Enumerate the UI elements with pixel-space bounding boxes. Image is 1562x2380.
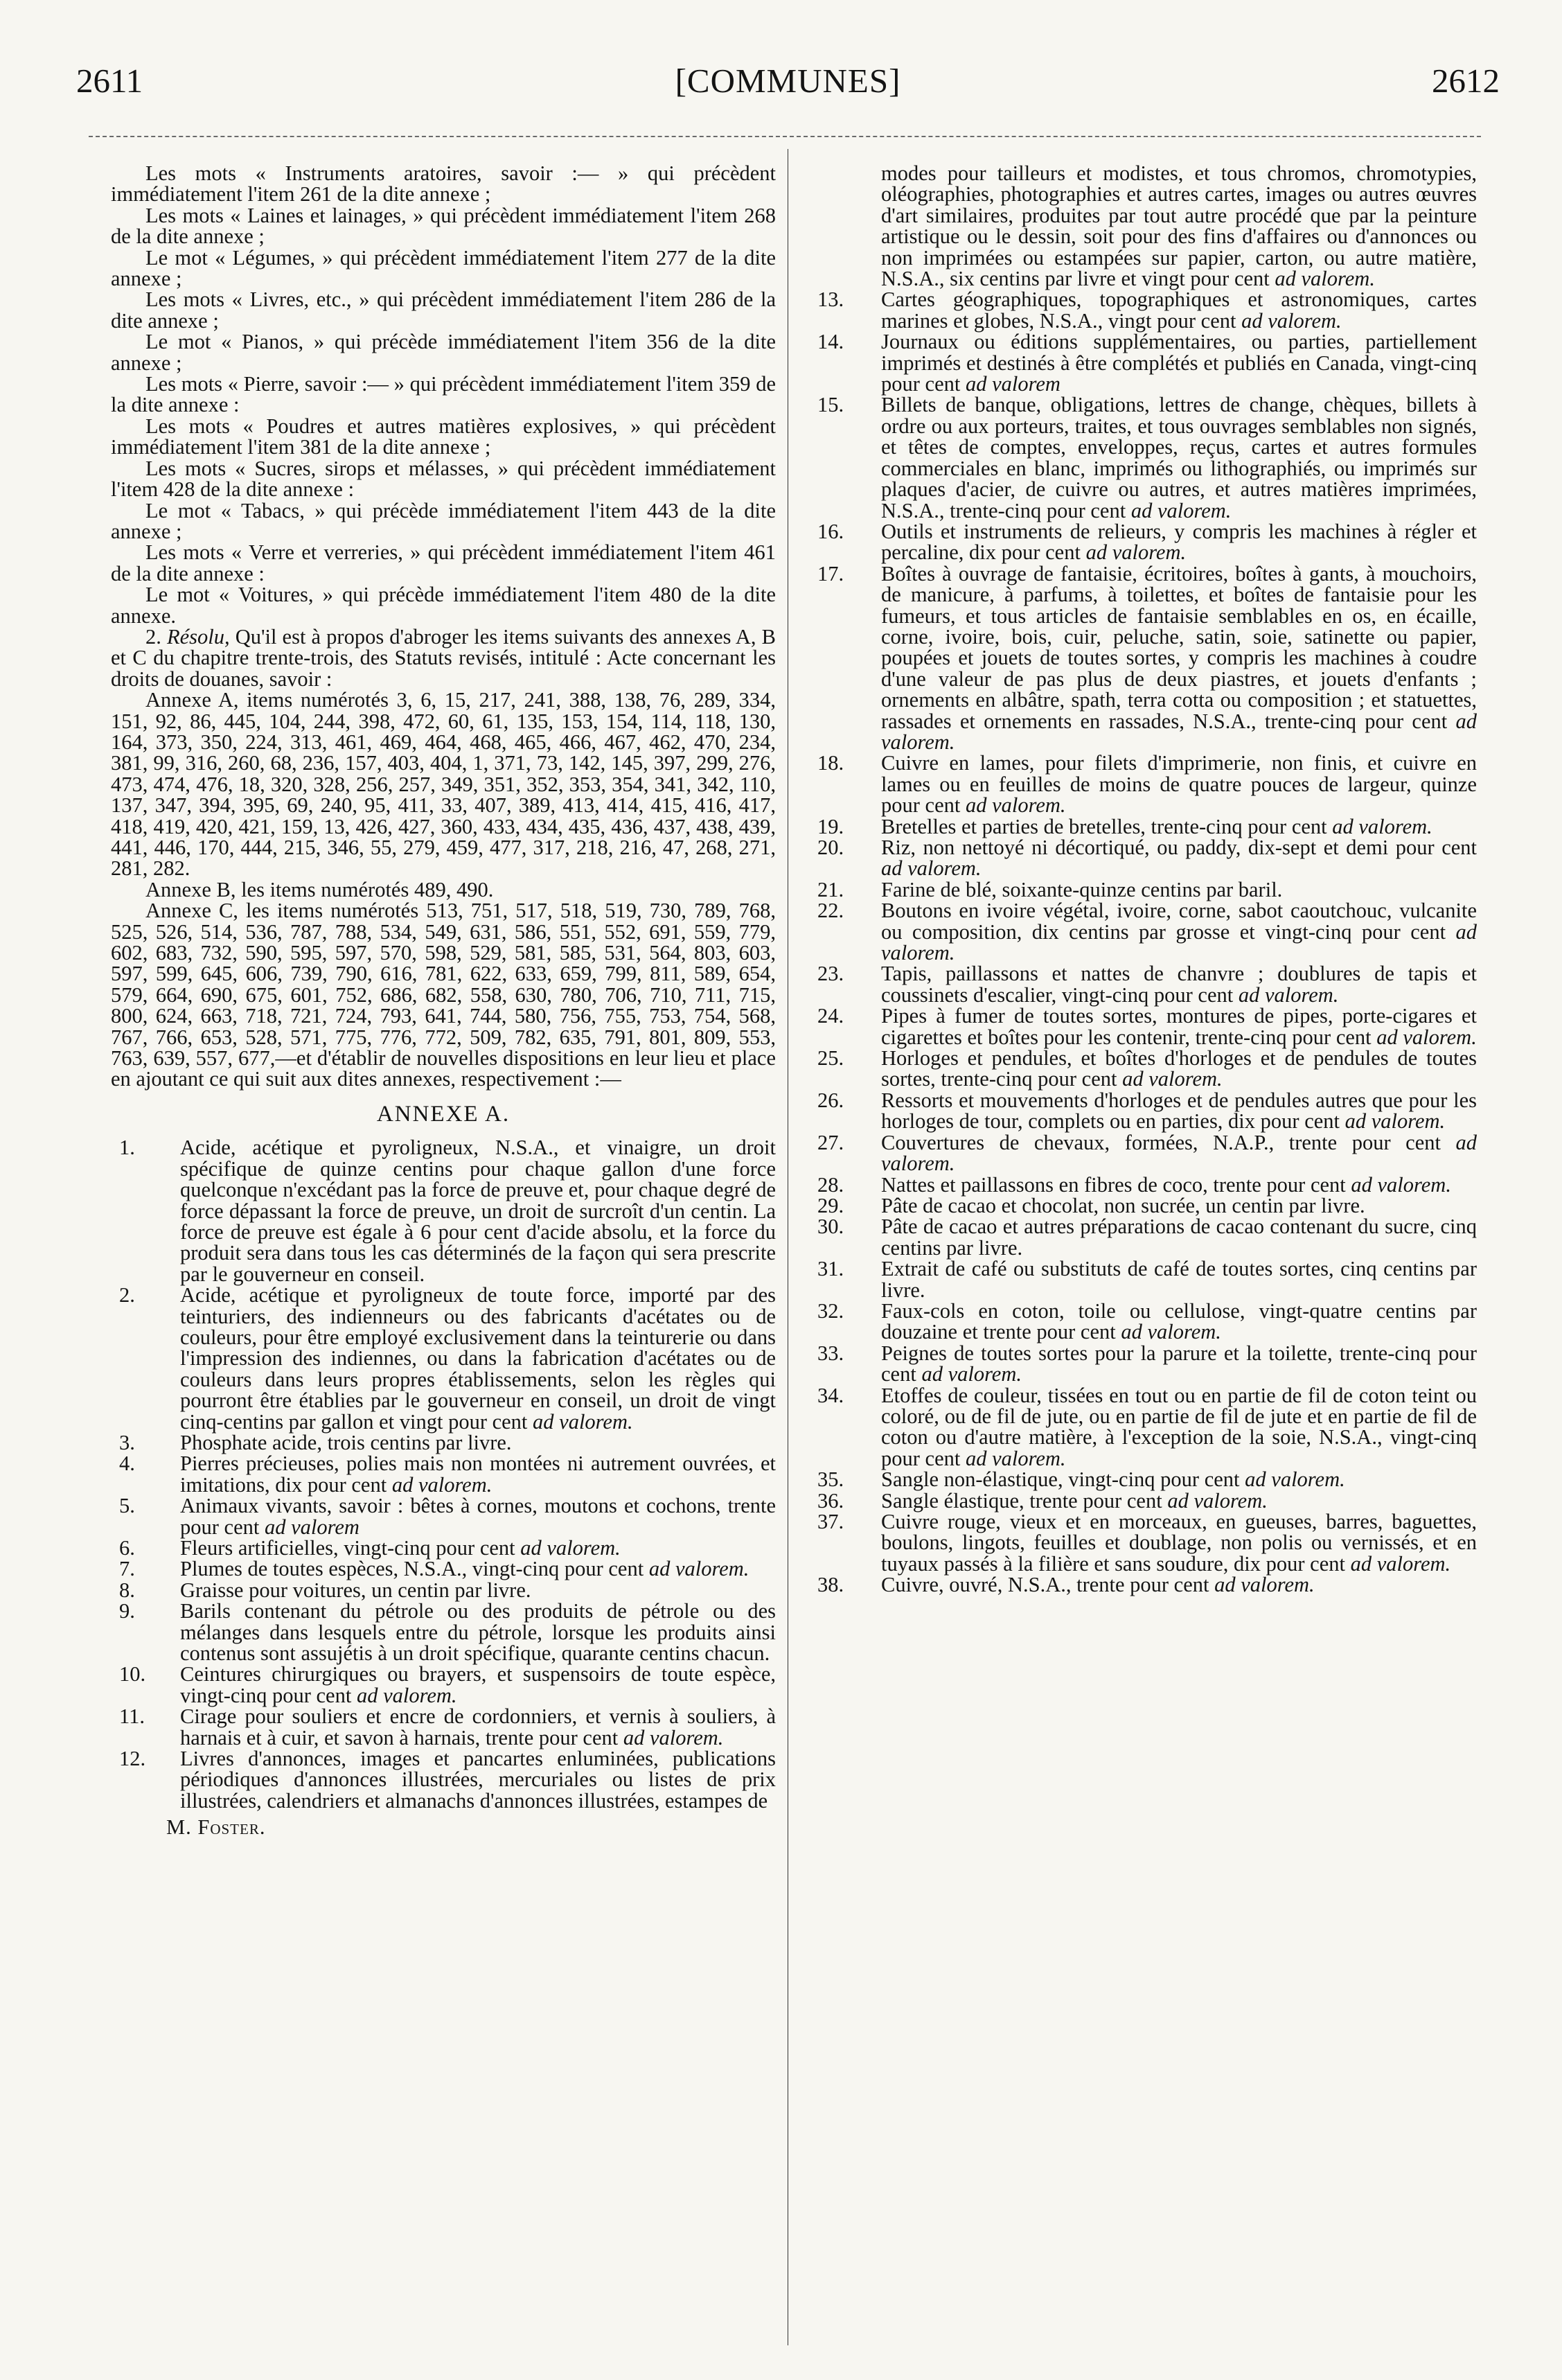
item-text: Peignes de toutes sortes pour la parure et la toilette, trente-cinq pour cent bbox=[881, 1341, 1477, 1386]
item-number: 21. bbox=[817, 877, 844, 901]
tariff-item bbox=[812, 1048, 1477, 1090]
item-number: 25. bbox=[817, 1046, 844, 1070]
intro-paragraph: Les mots « Livres, etc., » qui précèdent immédiatement l'item 286 de la dite annexe ; bbox=[111, 288, 776, 333]
tariff-item bbox=[812, 1258, 1477, 1301]
annex-heading: ANNEXE A. bbox=[376, 1101, 511, 1127]
tariff-item bbox=[812, 1490, 1477, 1511]
item-text: Etoffes de couleur, tissées en tout ou en partie de fil de coton teint ou coloré, ou de fil de jute, ou en partie de fil de jute et en partie de fil de coton ou d'autre matière, à l'exception de la soie, N.S.A., vingt-cinq pour cent bbox=[881, 1383, 1477, 1470]
tariff-item bbox=[812, 1469, 1477, 1490]
tariff-item bbox=[812, 394, 1477, 520]
item-text: Cirage pour souliers et encre de cordonniers, et vernis à souliers, à harnais et à cuir, et savon à harnais, trente pour cent bbox=[180, 1704, 776, 1749]
ad-valorem-term: ad valorem. bbox=[1214, 1573, 1315, 1597]
item-number: 6. bbox=[119, 1536, 135, 1560]
resolution-paragraph bbox=[111, 626, 776, 689]
item-number: 33. bbox=[817, 1341, 844, 1365]
intro-paragraphs bbox=[111, 163, 776, 626]
ad-valorem-term: ad valorem. bbox=[1350, 1551, 1451, 1576]
item-number: 26. bbox=[817, 1088, 844, 1112]
tariff-item bbox=[812, 816, 1477, 837]
item-number: 13. bbox=[817, 288, 844, 312]
item-text: Riz, non nettoyé ni décortiqué, ou paddy, dix-sept et demi pour cent bbox=[881, 836, 1477, 859]
item-text: Cuivre en lames, pour filets d'imprimerie, non finis, et cuivre en lames ou en feuilles de moins de quatre pouces de largeur, quinze pour cent bbox=[881, 751, 1477, 818]
ad-valorem-term: ad valorem. bbox=[881, 1130, 1477, 1176]
item-number: 2. bbox=[119, 1283, 135, 1307]
item-number: 23. bbox=[817, 962, 844, 986]
item-number: 9. bbox=[119, 1599, 135, 1623]
item-text: Outils et instruments de relieurs, y compris les machines à régler et percaline, dix pour cent bbox=[881, 519, 1477, 565]
intro-paragraph: Les mots « Poudres et autres matières explosives, » qui précèdent immédiatement l'item 381 de la dite annexe ; bbox=[111, 414, 776, 459]
ad-valorem-term: ad valorem. bbox=[1122, 1067, 1223, 1091]
item-number: 28. bbox=[817, 1172, 844, 1197]
item-text: Livres d'annonces, images et pancartes enluminées, publications périodiques d'annonces illustrées, mercuriales ou listes de prix illustrées, calendriers et almanachs d'annonces illustrées, estampes de bbox=[180, 1747, 776, 1813]
tariff-item bbox=[812, 521, 1477, 563]
intro-paragraph: Les mots « Laines et lainages, » qui précèdent immédiatement l'item 268 de la dite annexe ; bbox=[111, 203, 776, 249]
tariff-item bbox=[812, 1090, 1477, 1132]
header-rule bbox=[89, 136, 1481, 137]
ad-valorem-term: ad valorem. bbox=[623, 1725, 724, 1749]
tariff-item bbox=[812, 1174, 1477, 1195]
tariff-item bbox=[812, 1216, 1477, 1258]
left-column bbox=[111, 163, 776, 1838]
item-number: 24. bbox=[817, 1004, 844, 1028]
tariff-item bbox=[812, 900, 1477, 963]
resolution-number: 2. bbox=[145, 624, 161, 649]
ad-valorem-term: ad valorem. bbox=[881, 919, 1477, 965]
item-number: 37. bbox=[817, 1510, 844, 1533]
item-text: Ressorts et mouvements d'horloges et de pendules autres que pour les horloges de tour, complets ou en parties, dix pour cent bbox=[881, 1088, 1477, 1134]
tariff-item bbox=[812, 331, 1477, 394]
annex-list-paragraph: Annexe B, les items numérotés 489, 490. bbox=[145, 877, 494, 901]
tariff-item bbox=[812, 1574, 1477, 1595]
item-text: Journaux ou éditions supplémentaires, ou parties, partiellement imprimés et destinés à être complétés et publiés en Canada, vingt-cinq pour cent bbox=[881, 330, 1477, 396]
ad-valorem-term: ad valorem. bbox=[356, 1683, 457, 1707]
item-text: Graisse pour voitures, un centin par livre. bbox=[180, 1578, 531, 1602]
item-text: Ceintures chirurgiques ou brayers, et suspensoirs de toute espèce, vingt-cinq pour cent bbox=[180, 1662, 776, 1707]
item-text: Cartes géographiques, topographiques et astronomiques, cartes marines et globes, N.S.A., vingt pour cent bbox=[881, 288, 1477, 333]
intro-paragraph: Le mot « Légumes, » qui précèdent immédiatement l'item 277 de la dite annexe ; bbox=[111, 245, 776, 291]
item-number: 32. bbox=[817, 1298, 844, 1323]
ad-valorem-term: ad valorem. bbox=[965, 1446, 1066, 1470]
tariff-item bbox=[111, 1558, 776, 1579]
ad-valorem-term: ad valorem. bbox=[1344, 1109, 1446, 1134]
continuation-ad-valorem: ad valorem. bbox=[1275, 267, 1375, 291]
item-number: 10. bbox=[119, 1662, 146, 1686]
item-text: Nattes et paillassons en fibres de coco, trente pour cent bbox=[881, 1172, 1346, 1197]
ad-valorem-term: ad valorem. bbox=[1085, 540, 1187, 565]
tariff-item bbox=[812, 1195, 1477, 1216]
item-text: Boutons en ivoire végétal, ivoire, corne, sabot caoutchouc, vulcanite ou composition, dix centins par grosse et vingt-cinq pour cent bbox=[881, 899, 1477, 944]
item-number: 22. bbox=[817, 899, 844, 923]
left-tariff-items bbox=[111, 1137, 776, 1811]
running-title: [COMMUNES] bbox=[675, 62, 901, 100]
item-text: Cuivre, ouvré, N.S.A., trente pour cent bbox=[881, 1573, 1209, 1597]
item-number: 4. bbox=[119, 1452, 135, 1476]
ad-valorem-term: ad valorem. bbox=[1351, 1172, 1451, 1197]
item-text: Barils contenant du pétrole ou des produits de pétrole ou des mélanges dans lesquels entre du pétrole, lorsque les produits ainsi contenus sont assujétis à un droit spécifique, quarante centins chacun. bbox=[180, 1599, 776, 1666]
item-text: Pâte de cacao et autres préparations de cacao contenant du sucre, cinq centins par livre. bbox=[881, 1215, 1477, 1260]
tariff-item bbox=[111, 1580, 776, 1601]
tariff-item bbox=[812, 752, 1477, 816]
tariff-item bbox=[111, 1495, 776, 1537]
item-text: Fleurs artificielles, vingt-cinq pour cent bbox=[180, 1536, 515, 1560]
item-text: Billets de banque, obligations, lettres de change, chèques, billets à ordre ou aux porteurs, traites, et tous ouvrages semblables non signés, et têtes de comptes, enveloppes, reçus, cartes et autres formules commerciales en blanc, imprimés ou lithographiés, ou imprimés sur plaques d'acier, de cuivre ou autres, et autres matières imprimées, N.S.A., trente-cinq pour cent bbox=[881, 393, 1477, 522]
ad-valorem-term: ad valorem. bbox=[648, 1557, 749, 1581]
item-text: Bretelles et parties de bretelles, trente-cinq pour cent bbox=[881, 814, 1327, 838]
item-text: Cuivre rouge, vieux et en morceaux, en gueuses, barres, baguettes, boulons, lingots, feuilles et doublage, non polis ou vernissés, et en tuyaux passés à la filière et sans soudure, dix pour cent bbox=[881, 1510, 1477, 1576]
item-number: 31. bbox=[817, 1257, 844, 1281]
item-text: Tapis, paillassons et nattes de chanvre ; doublures de tapis et coussinets d'escalier, vingt-cinq pour cent bbox=[881, 962, 1477, 1007]
signature: M. Foster. bbox=[166, 1815, 266, 1840]
item-text: Extrait de café ou substituts de café de toutes sortes, cinq centins par livre. bbox=[881, 1257, 1477, 1302]
item-number: 7. bbox=[119, 1557, 135, 1581]
ad-valorem-term: ad valorem. bbox=[881, 856, 982, 881]
item-text: Sangle élastique, trente pour cent bbox=[881, 1488, 1162, 1513]
item-number: 5. bbox=[119, 1494, 135, 1518]
item-number: 36. bbox=[817, 1488, 844, 1513]
item-text: Farine de blé, soixante-quinze centins par baril. bbox=[881, 877, 1283, 901]
intro-paragraph: Le mot « Tabacs, » qui précède immédiatement l'item 443 de la dite annexe ; bbox=[111, 498, 776, 543]
ad-valorem-term: ad valorem. bbox=[921, 1362, 1022, 1386]
item-number: 3. bbox=[119, 1430, 135, 1454]
item-text: Pierres précieuses, polies mais non montées ni autrement ouvrées, et imitations, dix pour cent bbox=[180, 1452, 776, 1497]
right-column bbox=[812, 163, 1477, 1596]
annex-list-paragraph: Annexe C, les items numérotés 513, 751, 517, 518, 519, 730, 789, 768, 525, 526, 514, 536, 787, 788, 534, 549, 631, 586, 551, 552, 691, 559, 779, 602, 683, 732, 590, 595, 597, 570, 598, 529, 581, 585, 531, 564, 803, 603, 597, 599, 645, 606, 739, 790, 616, 781, 622, 633, 659, 799, 811, 589, 654, 579, 664, 690, 675, 601, 752, 686, 682, 558, 630, 780, 706, 710, 711, 715, 800, 624, 663, 718, 721, 724, 793, 641, 744, 580, 756, 755, 753, 754, 568, 767, 766, 653, 528, 571, 775, 776, 772, 509, 782, 635, 791, 801, 809, 553, 763, 639, 557, 677,—et d'établir de nouvelles dispositions en leur lieu et place en ajoutant ce qui suit aux dites annexes, respectivement :— bbox=[111, 899, 776, 1091]
item-text: Phosphate acide, trois centins par livre. bbox=[180, 1430, 512, 1454]
item-number: 34. bbox=[817, 1383, 844, 1407]
item-number: 29. bbox=[817, 1193, 844, 1217]
tariff-item bbox=[111, 1453, 776, 1495]
continuation-text: modes pour tailleurs et modistes, et tous chromos, chromotypies, oléographies, photographies et autres cartes, images ou autres œuvres d'art similaires, produites par tout autre procédé que par la peinture artistique ou le dessin, soit pour des fins d'affaires ou d'annonces ou non imprimées ou estampées sur papier, carton, ou autre matière, N.S.A., six centins par livre et vingt pour cent bbox=[881, 161, 1477, 291]
ad-valorem-term: ad valorem. bbox=[1332, 814, 1432, 838]
item-number: 12. bbox=[119, 1747, 146, 1771]
right-tariff-items bbox=[812, 289, 1477, 1595]
ad-valorem-term: ad valorem. bbox=[881, 709, 1477, 754]
item-number: 19. bbox=[817, 814, 844, 838]
item-number: 30. bbox=[817, 1215, 844, 1239]
item-text: Sangle non-élastique, vingt-cinq pour cent bbox=[881, 1467, 1240, 1492]
item-text: Horloges et pendules, et boîtes d'horloges et de pendules de toutes sortes, trente-cinq pour cent bbox=[881, 1046, 1477, 1091]
item-number: 15. bbox=[817, 393, 844, 417]
page-number-right: 2612 bbox=[1432, 62, 1500, 100]
tariff-item bbox=[111, 1137, 776, 1285]
annex-item-lists bbox=[111, 689, 776, 1090]
item-number: 17. bbox=[817, 561, 844, 585]
page-header bbox=[76, 61, 1500, 116]
tariff-item bbox=[812, 963, 1477, 1005]
ad-valorem-term: ad valorem. bbox=[391, 1472, 492, 1497]
item-text: Boîtes à ouvrage de fantaisie, écritoires, boîtes à gants, à mouchoirs, de manicure, à parfums, à toilettes, et boîtes de fantaisie pour les fumeurs, et tous articles de fantaisie semblables en os, en écaille, corne, ivoire, bois, cuir, peluche, satin, soie, satinette ou papier, poupées et jouets de toutes sortes, y compris les machines à coudre d'une valeur de pas plus de deux piastres, et jouets d'enfants ; ornements en albâtre, spath, terra cotta ou composition ; et statuettes, rassades et ornements en rassades, N.S.A., trente-cinq pour cent bbox=[881, 561, 1477, 733]
item-text: Faux-cols en coton, toile ou cellulose, vingt-quatre centins par douzaine et trente pour cent bbox=[881, 1298, 1477, 1344]
tariff-item bbox=[812, 1132, 1477, 1174]
tariff-item bbox=[812, 1298, 1477, 1344]
tariff-item bbox=[812, 1511, 1477, 1574]
page-number-left: 2611 bbox=[76, 62, 143, 100]
ad-valorem-term: ad valorem. bbox=[1167, 1488, 1268, 1513]
intro-paragraph: Les mots « Pierre, savoir :— » qui précèdent immédiatement l'item 359 de la dite annexe : bbox=[111, 372, 776, 417]
ad-valorem-term: ad valorem. bbox=[520, 1536, 621, 1560]
tariff-item bbox=[111, 1432, 776, 1453]
tariff-item bbox=[111, 1706, 776, 1748]
continuation-item-12 bbox=[812, 163, 1477, 289]
tariff-item bbox=[812, 563, 1477, 753]
intro-paragraph: Les mots « Sucres, sirops et mélasses, » qui précèdent immédiatement l'item 428 de la dite annexe : bbox=[111, 456, 776, 502]
ad-valorem-term: ad valorem. bbox=[1376, 1025, 1477, 1049]
tariff-item bbox=[812, 289, 1477, 331]
tariff-item bbox=[812, 1005, 1477, 1048]
ad-valorem-term: ad valorem. bbox=[1238, 982, 1339, 1007]
item-text: Couvertures de chevaux, formées, N.A.P., trente pour cent bbox=[881, 1130, 1441, 1154]
ad-valorem-term: ad valorem. bbox=[533, 1409, 633, 1434]
item-number: 11. bbox=[119, 1704, 145, 1729]
item-number: 1. bbox=[119, 1136, 135, 1160]
ad-valorem-term: ad valorem. bbox=[1245, 1467, 1345, 1492]
item-number: 16. bbox=[817, 519, 844, 543]
item-number: 35. bbox=[817, 1467, 844, 1492]
item-text: Acide, acétique et pyroligneux, N.S.A., et vinaigre, un droit spécifique de quinze centins pour chaque gallon d'une force quelconque n'excédant pas la force de preuve et, pour chaque degré de force dépassant la force de preuve, un droit de surcroît d'un centin. La force de preuve est égale à 6 pour cent d'acide absolu, et la force du produit sera dans tous les cas déterminés de la façon qui sera prescrite par le gouverneur en conseil. bbox=[180, 1136, 776, 1286]
resolution-word: Résolu, bbox=[166, 624, 230, 649]
item-number: 18. bbox=[817, 751, 844, 775]
item-text: Acide, acétique et pyroligneux de toute force, importé par des teinturiers, des indienneurs ou des fabricants d'acétates ou de couleurs, pour être employé exclusivement dans la teinturerie ou dans l'impression des indiennes, ou dans la fabrication d'acétates ou de couleurs dans leurs propres établissements, selon les règles qui pourront être établies par le gouverneur en conseil, un droit de vingt cinq-centins par gallon et vingt pour cent bbox=[180, 1283, 776, 1434]
tariff-item bbox=[812, 1385, 1477, 1470]
ad-valorem-term: ad valorem. bbox=[965, 793, 1066, 818]
resolution-text: Qu'il est à propos d'abroger les items suivants des annexes A, B et C du chapitre trente-trois, des Statuts revisés, intitulé : Acte concernant les droits de douanes, savoir : bbox=[111, 624, 776, 691]
item-number: 27. bbox=[817, 1130, 844, 1154]
tariff-item bbox=[812, 1343, 1477, 1385]
ad-valorem-term: ad valorem. bbox=[1121, 1320, 1221, 1344]
tariff-item bbox=[111, 1537, 776, 1558]
item-text: Animaux vivants, savoir : bêtes à cornes, moutons et cochons, trente pour cent bbox=[180, 1494, 776, 1539]
item-number: 20. bbox=[817, 836, 844, 859]
intro-paragraph: Les mots « Instruments aratoires, savoir :— » qui précèdent immédiatement l'item 261 de la dite annexe ; bbox=[111, 161, 776, 206]
annex-list-paragraph: Annexe A, items numérotés 3, 6, 15, 217, 241, 388, 138, 76, 289, 334, 151, 92, 86, 445, 104, 244, 398, 472, 60, 61, 135, 153, 154, 114, 118, 130, 164, 373, 350, 224, 313, 461, 469, 464, 468, 465, 466, 467, 462, 470, 234, 381, 99, 316, 260, 68, 236, 157, 403, 404, 1, 371, 73, 142, 145, 397, 299, 276, 473, 474, 476, 18, 320, 328, 256, 257, 349, 351, 352, 353, 354, 341, 342, 110, 137, 347, 394, 395, 69, 240, 95, 411, 33, 407, 389, 413, 414, 415, 416, 417, 418, 419, 420, 421, 159, 13, 426, 427, 360, 433, 434, 435, 436, 437, 438, 439, 441, 446, 170, 444, 215, 346, 55, 279, 459, 477, 317, 218, 216, 47, 268, 271, 281, 282. bbox=[111, 688, 776, 881]
ad-valorem-term: ad valorem. bbox=[1241, 308, 1342, 333]
tariff-item bbox=[111, 1664, 776, 1706]
tariff-item bbox=[812, 837, 1477, 879]
tariff-item bbox=[812, 879, 1477, 900]
item-number: 8. bbox=[119, 1578, 135, 1602]
intro-paragraph: Le mot « Pianos, » qui précède immédiatement l'item 356 de la dite annexe ; bbox=[111, 330, 776, 375]
item-text: Pâte de cacao et chocolat, non sucrée, un centin par livre. bbox=[881, 1193, 1365, 1217]
tariff-item bbox=[111, 1601, 776, 1664]
item-text: Plumes de toutes espèces, N.S.A., vingt-cinq pour cent bbox=[180, 1557, 644, 1581]
item-number: 38. bbox=[817, 1573, 844, 1597]
tariff-item bbox=[111, 1748, 776, 1811]
ad-valorem-term: ad valorem. bbox=[1130, 498, 1232, 522]
item-text: Pipes à fumer de toutes sortes, montures de pipes, porte-cigares et cigarettes et boîtes pour les contenir, trente-cinq pour cent bbox=[881, 1004, 1477, 1049]
intro-paragraph: Les mots « Verre et verreries, » qui précèdent immédiatement l'item 461 de la dite annexe : bbox=[111, 540, 776, 585]
item-number: 14. bbox=[817, 330, 844, 354]
tariff-item bbox=[111, 1285, 776, 1432]
intro-paragraph: Le mot « Voitures, » qui précède immédiatement l'item 480 de la dite annexe. bbox=[111, 583, 776, 628]
ad-valorem-term: ad valorem bbox=[264, 1515, 360, 1539]
ad-valorem-term: ad valorem bbox=[965, 372, 1060, 396]
